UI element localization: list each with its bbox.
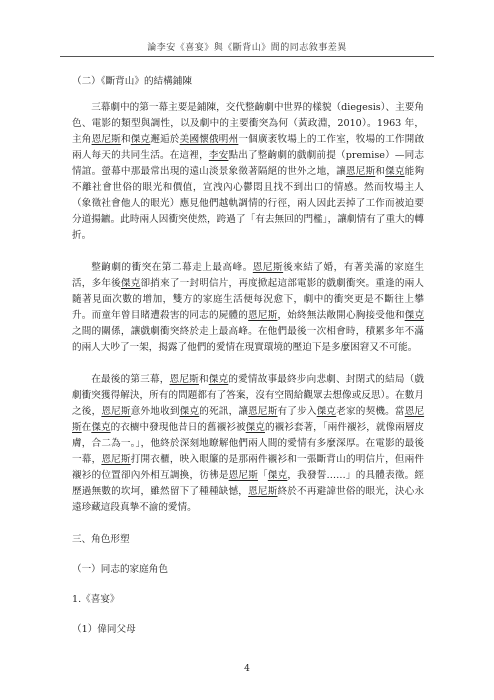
proper-name: 恩尼斯 <box>101 406 131 417</box>
proper-name: 恩尼斯 <box>169 374 199 385</box>
proper-name: 傑克 <box>267 470 288 481</box>
paragraph-act-two <box>72 260 424 356</box>
text-run: 三幕劇中的第一幕主要是鋪陳，交代整齣劇中世界的樣貌（diegesis）、主要角色、電影的類型與調性，以及劇中的主要衝突為何（黃政淵，2010）。1963 年，主角 <box>72 102 424 145</box>
text-run: 的死訊，讓 <box>199 406 249 417</box>
text-run: 打開衣櫃，映入眼簾的是那兩件襯衫和一張斷背山的明信片，但兩件襯衫的位置卻內外相互調換，彷彿是 <box>72 454 425 481</box>
proper-name: 傑克 <box>316 406 337 417</box>
text-run: 整齣劇的衝突在第二幕走上最高峰。 <box>91 262 253 273</box>
text-run: 有了步入 <box>277 406 317 417</box>
text-run: 的愛情故事最終步向悲劇、封閉式的結局（戲劇衝突獲得解決，所有的問題都有了答案，沒有空間給觀眾去想像或反思）。在數月之後， <box>72 374 425 417</box>
text-run: 點出了整齣劇的戲劇前提（premise）—同志情誼。螢幕中那最常出現的遠山淡景象徵著隔絕的世外之地，讓 <box>72 150 425 177</box>
section-heading-structure: （二）《斷背山》的結構鋪陳 <box>72 76 192 87</box>
subitem-heading: （1）偉同父母 <box>72 624 136 635</box>
text-run: 一個廣袤牧場上的工作室，牧場的工作開啟兩人每天的共同生活。在這裡， <box>72 134 425 161</box>
text-run: 在最後的第三幕， <box>91 374 170 385</box>
proper-name: 恩尼斯 <box>91 134 121 145</box>
text-run: 和 <box>120 134 131 145</box>
text-run: 和 <box>198 374 209 385</box>
proper-name: 恩尼斯 <box>248 310 278 321</box>
running-header: 論李安《喜宴》與《斷背山》間的同志敘事差異 <box>147 43 347 53</box>
text-run: 老家的契機。當 <box>336 406 405 417</box>
text-run: 在 <box>81 422 92 433</box>
text-run: 「 <box>258 470 268 481</box>
item-heading: 1.《喜宴》 <box>72 594 120 605</box>
proper-name: 傑克 <box>208 374 229 385</box>
proper-name: 恩尼斯 <box>252 262 284 273</box>
proper-name: 傑克 <box>120 278 141 289</box>
text-run: 和 <box>375 166 386 177</box>
proper-name: 傑克 <box>130 134 151 145</box>
text-run: 能夠不離社會世俗的眼光和價值，宣洩內心鬱悶且找不到出口的情感。然而牧場主人（象徵社會他人的眼光）應見他們越軌調情的行徑，兩人因此丟掉了工作而被迫要分道揚鑣。此時兩人因衝突使然，跨過了「有去無回的門檻」，讓劇情有了重大的轉折。 <box>72 166 425 241</box>
section-heading-character: 三、角色形塑 <box>72 534 130 545</box>
proper-name: 傑克 <box>404 310 425 321</box>
text-run: 意外地收到 <box>130 406 180 417</box>
text-run: 之間的關係，讓戲劇衝突終於走上最高峰。在他們最後一次相會時，積累多年不滿的兩人大吵了一架，揭露了他們的愛情在現實環境的壓迫下是多麼困窘又不可能。 <box>72 326 424 353</box>
header-rule <box>60 56 434 57</box>
text-run: 後來結了婚，有著美滿的家庭生活，多年後 <box>72 262 425 289</box>
subsection-heading: （一）同志的家庭角色 <box>72 564 168 575</box>
text-run: 的襯衫套著，「兩件襯衫，就像兩層皮膚，合二為一。」，他終於深刻地瞭解他們兩人間的愛情有多麼深厚。在電影的最後一幕， <box>72 422 425 465</box>
document-body <box>72 74 424 652</box>
proper-name: 傑克 <box>91 422 111 433</box>
proper-name: 傑克 <box>179 406 200 417</box>
text-run: 終於不再避諱世俗的眼光，決心永遠珍藏這段真摯不渝的愛情。 <box>72 486 425 513</box>
text-run: ，始終無法敞開心胸接受他和 <box>277 310 405 321</box>
text-run: 邂逅於 <box>150 134 180 145</box>
proper-name: 恩尼斯 <box>345 166 376 177</box>
paragraph-act-one <box>72 100 424 244</box>
proper-name: 傑克 <box>385 166 405 177</box>
proper-name: 恩尼斯 <box>248 486 278 497</box>
proper-name: 恩尼斯 <box>228 470 258 481</box>
proper-name: 恩尼斯 <box>248 406 278 417</box>
proper-name: 傑克 <box>245 422 265 433</box>
page-number: 4 <box>244 664 250 674</box>
paragraph-act-three <box>72 372 424 516</box>
text-run: 的衣櫥中發現他昔日的舊襯衫被 <box>110 422 246 433</box>
proper-name: 李安 <box>208 150 229 161</box>
proper-name: 恩尼斯 <box>72 406 425 433</box>
text-run: 卻捎來了一封明信片，再度掀起這部電影的戲劇衝突。重逢的兩人隨著見面次數的增加，雙方的家庭生活便每況愈下，劇中的衝突更是不斷往上攀升。而童年曾目睹遭殺害的同志的屍體的 <box>72 278 425 321</box>
proper-name: 恩尼斯 <box>101 454 131 465</box>
proper-name: 美國懷俄明州 <box>179 134 239 145</box>
text-run: ，我發誓……」的具體表徵。經歷過無數的坎坷，雖然留下了種種缺憾， <box>72 470 425 497</box>
